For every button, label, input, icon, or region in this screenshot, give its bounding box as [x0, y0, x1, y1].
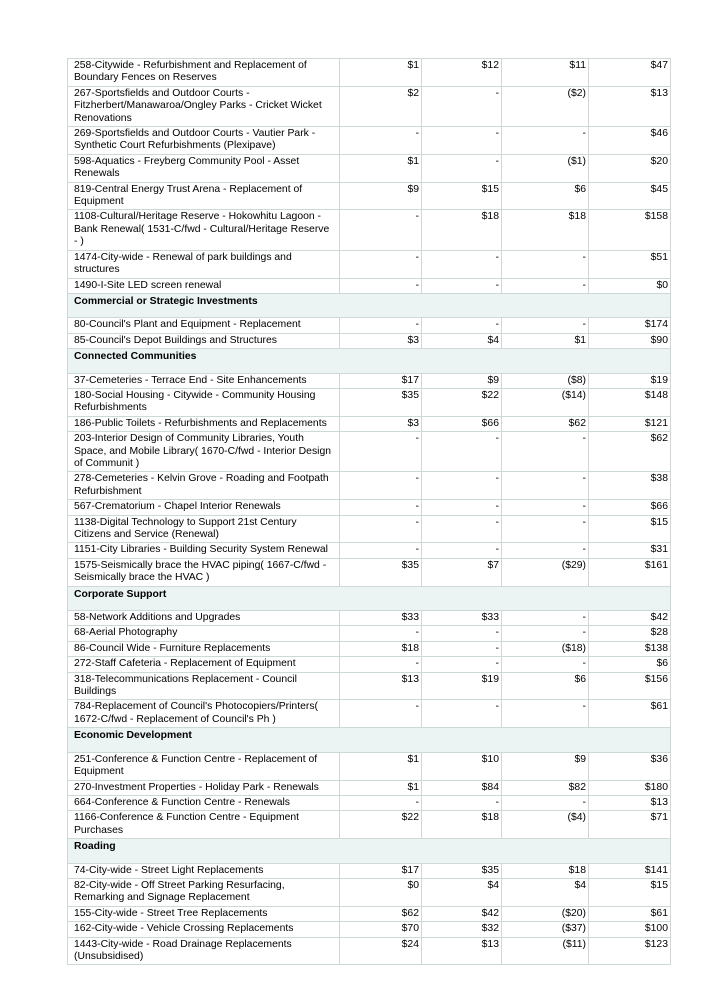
amount-cell-3: - [502, 700, 589, 728]
section-header-row [68, 839, 671, 863]
project-name-cell: 272-Staff Cafeteria - Replacement of Equipment [68, 657, 340, 672]
table-row [68, 906, 671, 921]
amount-cell-4: $13 [589, 86, 671, 126]
project-name-cell: 1490-I-Site LED screen renewal [68, 278, 340, 293]
amount-cell-3: ($14) [502, 388, 589, 416]
amount-cell-2: - [422, 318, 502, 333]
amount-cell-2: $22 [422, 388, 502, 416]
project-name-cell: 68-Aerial Photography [68, 626, 340, 641]
amount-cell-1: - [340, 210, 422, 250]
amount-cell-4: $180 [589, 780, 671, 795]
amount-cell-2: - [422, 795, 502, 810]
amount-cell-3: ($29) [502, 558, 589, 586]
table-row [68, 432, 671, 472]
amount-cell-4: $15 [589, 878, 671, 906]
amount-cell-1: $1 [340, 154, 422, 182]
amount-cell-4: $47 [589, 59, 671, 87]
amount-cell-4: $156 [589, 672, 671, 700]
project-name-cell: 180-Social Housing - Citywide - Community Housing Refurbishments [68, 388, 340, 416]
amount-cell-2: $32 [422, 922, 502, 937]
amount-cell-3: ($20) [502, 906, 589, 921]
amount-cell-1: $33 [340, 611, 422, 626]
amount-cell-2: - [422, 472, 502, 500]
amount-cell-3: $9 [502, 752, 589, 780]
table-row [68, 182, 671, 210]
project-name-cell: 1575-Seismically brace the HVAC piping( 1667-C/fwd - Seismically brace the HVAC ) [68, 558, 340, 586]
table-row [68, 388, 671, 416]
amount-cell-4: $31 [589, 543, 671, 558]
amount-cell-2: - [422, 515, 502, 543]
amount-cell-1: - [340, 626, 422, 641]
amount-cell-3: $82 [502, 780, 589, 795]
amount-cell-2: $13 [422, 937, 502, 965]
table-row [68, 558, 671, 586]
amount-cell-1: $3 [340, 416, 422, 431]
table-row [68, 543, 671, 558]
project-name-cell: 258-Citywide - Refurbishment and Replacement of Boundary Fences on Reserves [68, 59, 340, 87]
project-name-cell: 251-Conference & Function Centre - Replacement of Equipment [68, 752, 340, 780]
amount-cell-1: - [340, 515, 422, 543]
amount-cell-1: $70 [340, 922, 422, 937]
amount-cell-2: $7 [422, 558, 502, 586]
amount-cell-4: $6 [589, 657, 671, 672]
amount-cell-4: $123 [589, 937, 671, 965]
amount-cell-4: $61 [589, 700, 671, 728]
amount-cell-3: ($11) [502, 937, 589, 965]
amount-cell-1: $17 [340, 373, 422, 388]
amount-cell-4: $148 [589, 388, 671, 416]
section-title: Economic Development [68, 728, 671, 752]
amount-cell-2: $19 [422, 672, 502, 700]
amount-cell-3: $6 [502, 182, 589, 210]
amount-cell-3: - [502, 626, 589, 641]
amount-cell-1: $35 [340, 558, 422, 586]
table-row [68, 657, 671, 672]
amount-cell-1: $0 [340, 878, 422, 906]
amount-cell-3: $18 [502, 210, 589, 250]
amount-cell-2: - [422, 500, 502, 515]
amount-cell-4: $28 [589, 626, 671, 641]
project-name-cell: 1443-City-wide - Road Drainage Replacements (Unsubsidised) [68, 937, 340, 965]
table-row [68, 863, 671, 878]
amount-cell-2: - [422, 154, 502, 182]
section-header-row [68, 349, 671, 373]
amount-cell-3: - [502, 278, 589, 293]
amount-cell-4: $71 [589, 811, 671, 839]
amount-cell-3: ($1) [502, 154, 589, 182]
section-title: Roading [68, 839, 671, 863]
project-name-cell: 784-Replacement of Council's Photocopiers/Printers( 1672-C/fwd - Replacement of Council's Ph ) [68, 700, 340, 728]
amount-cell-3: ($18) [502, 641, 589, 656]
amount-cell-3: - [502, 795, 589, 810]
amount-cell-2: $66 [422, 416, 502, 431]
project-name-cell: 74-City-wide - Street Light Replacements [68, 863, 340, 878]
amount-cell-4: $138 [589, 641, 671, 656]
project-name-cell: 155-City-wide - Street Tree Replacements [68, 906, 340, 921]
amount-cell-1: - [340, 127, 422, 155]
capital-renewals-table [67, 58, 671, 965]
amount-cell-4: $19 [589, 373, 671, 388]
amount-cell-4: $66 [589, 500, 671, 515]
amount-cell-1: $1 [340, 59, 422, 87]
project-name-cell: 269-Sportsfields and Outdoor Courts - Vautier Park - Synthetic Court Refurbishments (Plexipave) [68, 127, 340, 155]
amount-cell-1: $22 [340, 811, 422, 839]
amount-cell-4: $100 [589, 922, 671, 937]
amount-cell-3: $11 [502, 59, 589, 87]
amount-cell-1: - [340, 657, 422, 672]
amount-cell-4: $15 [589, 515, 671, 543]
amount-cell-2: $4 [422, 878, 502, 906]
amount-cell-4: $62 [589, 432, 671, 472]
table-row [68, 154, 671, 182]
amount-cell-2: - [422, 657, 502, 672]
amount-cell-1: - [340, 700, 422, 728]
amount-cell-1: - [340, 543, 422, 558]
table-row [68, 86, 671, 126]
amount-cell-4: $38 [589, 472, 671, 500]
amount-cell-4: $42 [589, 611, 671, 626]
amount-cell-2: $84 [422, 780, 502, 795]
table-row [68, 611, 671, 626]
project-name-cell: 1138-Digital Technology to Support 21st Century Citizens and Service (Renewal) [68, 515, 340, 543]
table-row [68, 515, 671, 543]
project-name-cell: 37-Cemeteries - Terrace End - Site Enhancements [68, 373, 340, 388]
amount-cell-2: $9 [422, 373, 502, 388]
amount-cell-2: - [422, 543, 502, 558]
table-row [68, 472, 671, 500]
table-row [68, 672, 671, 700]
amount-cell-2: - [422, 86, 502, 126]
amount-cell-3: ($8) [502, 373, 589, 388]
amount-cell-1: $62 [340, 906, 422, 921]
amount-cell-2: - [422, 432, 502, 472]
project-name-cell: 267-Sportsfields and Outdoor Courts - Fitzherbert/Manawaroa/Ongley Parks - Cricket Wicket Renovations [68, 86, 340, 126]
project-name-cell: 85-Council's Depot Buildings and Structures [68, 333, 340, 348]
amount-cell-2: $18 [422, 210, 502, 250]
amount-cell-4: $51 [589, 250, 671, 278]
project-name-cell: 86-Council Wide - Furniture Replacements [68, 641, 340, 656]
amount-cell-3: - [502, 250, 589, 278]
amount-cell-1: $17 [340, 863, 422, 878]
amount-cell-4: $61 [589, 906, 671, 921]
project-name-cell: 1166-Conference & Function Centre - Equipment Purchases [68, 811, 340, 839]
amount-cell-1: $18 [340, 641, 422, 656]
amount-cell-3: $1 [502, 333, 589, 348]
section-title: Corporate Support [68, 586, 671, 610]
amount-cell-1: $9 [340, 182, 422, 210]
project-name-cell: 58-Network Additions and Upgrades [68, 611, 340, 626]
table-row [68, 500, 671, 515]
amount-cell-2: - [422, 250, 502, 278]
amount-cell-3: - [502, 515, 589, 543]
amount-cell-3: ($37) [502, 922, 589, 937]
table-row [68, 416, 671, 431]
table-row [68, 937, 671, 965]
amount-cell-4: $0 [589, 278, 671, 293]
amount-cell-3: - [502, 543, 589, 558]
section-header-row [68, 586, 671, 610]
table-row [68, 780, 671, 795]
table-row [68, 127, 671, 155]
project-name-cell: 203-Interior Design of Community Libraries, Youth Space, and Mobile Library( 1670-C/fwd - Interior Design of Communit ) [68, 432, 340, 472]
amount-cell-3: - [502, 472, 589, 500]
section-header-row [68, 293, 671, 317]
project-name-cell: 1151-City Libraries - Building Security System Renewal [68, 543, 340, 558]
amount-cell-2: - [422, 700, 502, 728]
project-name-cell: 819-Central Energy Trust Arena - Replacement of Equipment [68, 182, 340, 210]
amount-cell-4: $141 [589, 863, 671, 878]
project-name-cell: 270-Investment Properties - Holiday Park - Renewals [68, 780, 340, 795]
amount-cell-2: - [422, 641, 502, 656]
section-title: Connected Communities [68, 349, 671, 373]
amount-cell-2: $42 [422, 906, 502, 921]
project-name-cell: 567-Crematorium - Chapel Interior Renewals [68, 500, 340, 515]
project-name-cell: 80-Council's Plant and Equipment - Replacement [68, 318, 340, 333]
table-row [68, 641, 671, 656]
amount-cell-1: - [340, 318, 422, 333]
project-name-cell: 278-Cemeteries - Kelvin Grove - Roading and Footpath Refurbishment [68, 472, 340, 500]
project-name-cell: 1108-Cultural/Heritage Reserve - Hokowhitu Lagoon - Bank Renewal( 1531-C/fwd - Cultural/Heritage Reserve - ) [68, 210, 340, 250]
table-row [68, 59, 671, 87]
project-name-cell: 318-Telecommunications Replacement - Council Buildings [68, 672, 340, 700]
amount-cell-1: $35 [340, 388, 422, 416]
amount-cell-1: - [340, 500, 422, 515]
table-row [68, 700, 671, 728]
table-row [68, 318, 671, 333]
table-row [68, 278, 671, 293]
amount-cell-1: - [340, 278, 422, 293]
amount-cell-2: $35 [422, 863, 502, 878]
project-name-cell: 598-Aquatics - Freyberg Community Pool - Asset Renewals [68, 154, 340, 182]
amount-cell-3: $4 [502, 878, 589, 906]
amount-cell-2: $18 [422, 811, 502, 839]
amount-cell-3: $62 [502, 416, 589, 431]
table-row [68, 811, 671, 839]
amount-cell-2: $33 [422, 611, 502, 626]
amount-cell-2: $4 [422, 333, 502, 348]
amount-cell-3: - [502, 318, 589, 333]
table-row [68, 752, 671, 780]
amount-cell-4: $161 [589, 558, 671, 586]
amount-cell-4: $45 [589, 182, 671, 210]
amount-cell-3: $6 [502, 672, 589, 700]
amount-cell-3: - [502, 127, 589, 155]
amount-cell-1: - [340, 795, 422, 810]
amount-cell-1: $24 [340, 937, 422, 965]
amount-cell-1: - [340, 250, 422, 278]
amount-cell-1: $2 [340, 86, 422, 126]
table-row [68, 878, 671, 906]
table-row [68, 373, 671, 388]
amount-cell-4: $36 [589, 752, 671, 780]
table-row [68, 626, 671, 641]
amount-cell-3: ($4) [502, 811, 589, 839]
table-row [68, 922, 671, 937]
amount-cell-3: - [502, 657, 589, 672]
amount-cell-2: - [422, 278, 502, 293]
amount-cell-1: - [340, 432, 422, 472]
table-row [68, 333, 671, 348]
amount-cell-1: - [340, 472, 422, 500]
amount-cell-2: - [422, 127, 502, 155]
amount-cell-2: $12 [422, 59, 502, 87]
table-row [68, 795, 671, 810]
project-name-cell: 186-Public Toilets - Refurbishments and Replacements [68, 416, 340, 431]
table-body [68, 59, 671, 965]
amount-cell-1: $3 [340, 333, 422, 348]
amount-cell-1: $1 [340, 780, 422, 795]
amount-cell-3: $18 [502, 863, 589, 878]
amount-cell-3: - [502, 500, 589, 515]
section-title: Commercial or Strategic Investments [68, 293, 671, 317]
table-row [68, 250, 671, 278]
project-name-cell: 1474-City-wide - Renewal of park buildings and structures [68, 250, 340, 278]
amount-cell-2: $10 [422, 752, 502, 780]
amount-cell-3: ($2) [502, 86, 589, 126]
amount-cell-1: $13 [340, 672, 422, 700]
amount-cell-2: $15 [422, 182, 502, 210]
project-name-cell: 82-City-wide - Off Street Parking Resurfacing, Remarking and Signage Replacement [68, 878, 340, 906]
table-row [68, 210, 671, 250]
project-name-cell: 162-City-wide - Vehicle Crossing Replacements [68, 922, 340, 937]
amount-cell-4: $174 [589, 318, 671, 333]
amount-cell-3: - [502, 432, 589, 472]
project-name-cell: 664-Conference & Function Centre - Renewals [68, 795, 340, 810]
amount-cell-4: $90 [589, 333, 671, 348]
amount-cell-4: $13 [589, 795, 671, 810]
amount-cell-3: - [502, 611, 589, 626]
amount-cell-4: $158 [589, 210, 671, 250]
amount-cell-4: $20 [589, 154, 671, 182]
amount-cell-4: $46 [589, 127, 671, 155]
amount-cell-4: $121 [589, 416, 671, 431]
amount-cell-1: $1 [340, 752, 422, 780]
section-header-row [68, 728, 671, 752]
amount-cell-2: - [422, 626, 502, 641]
